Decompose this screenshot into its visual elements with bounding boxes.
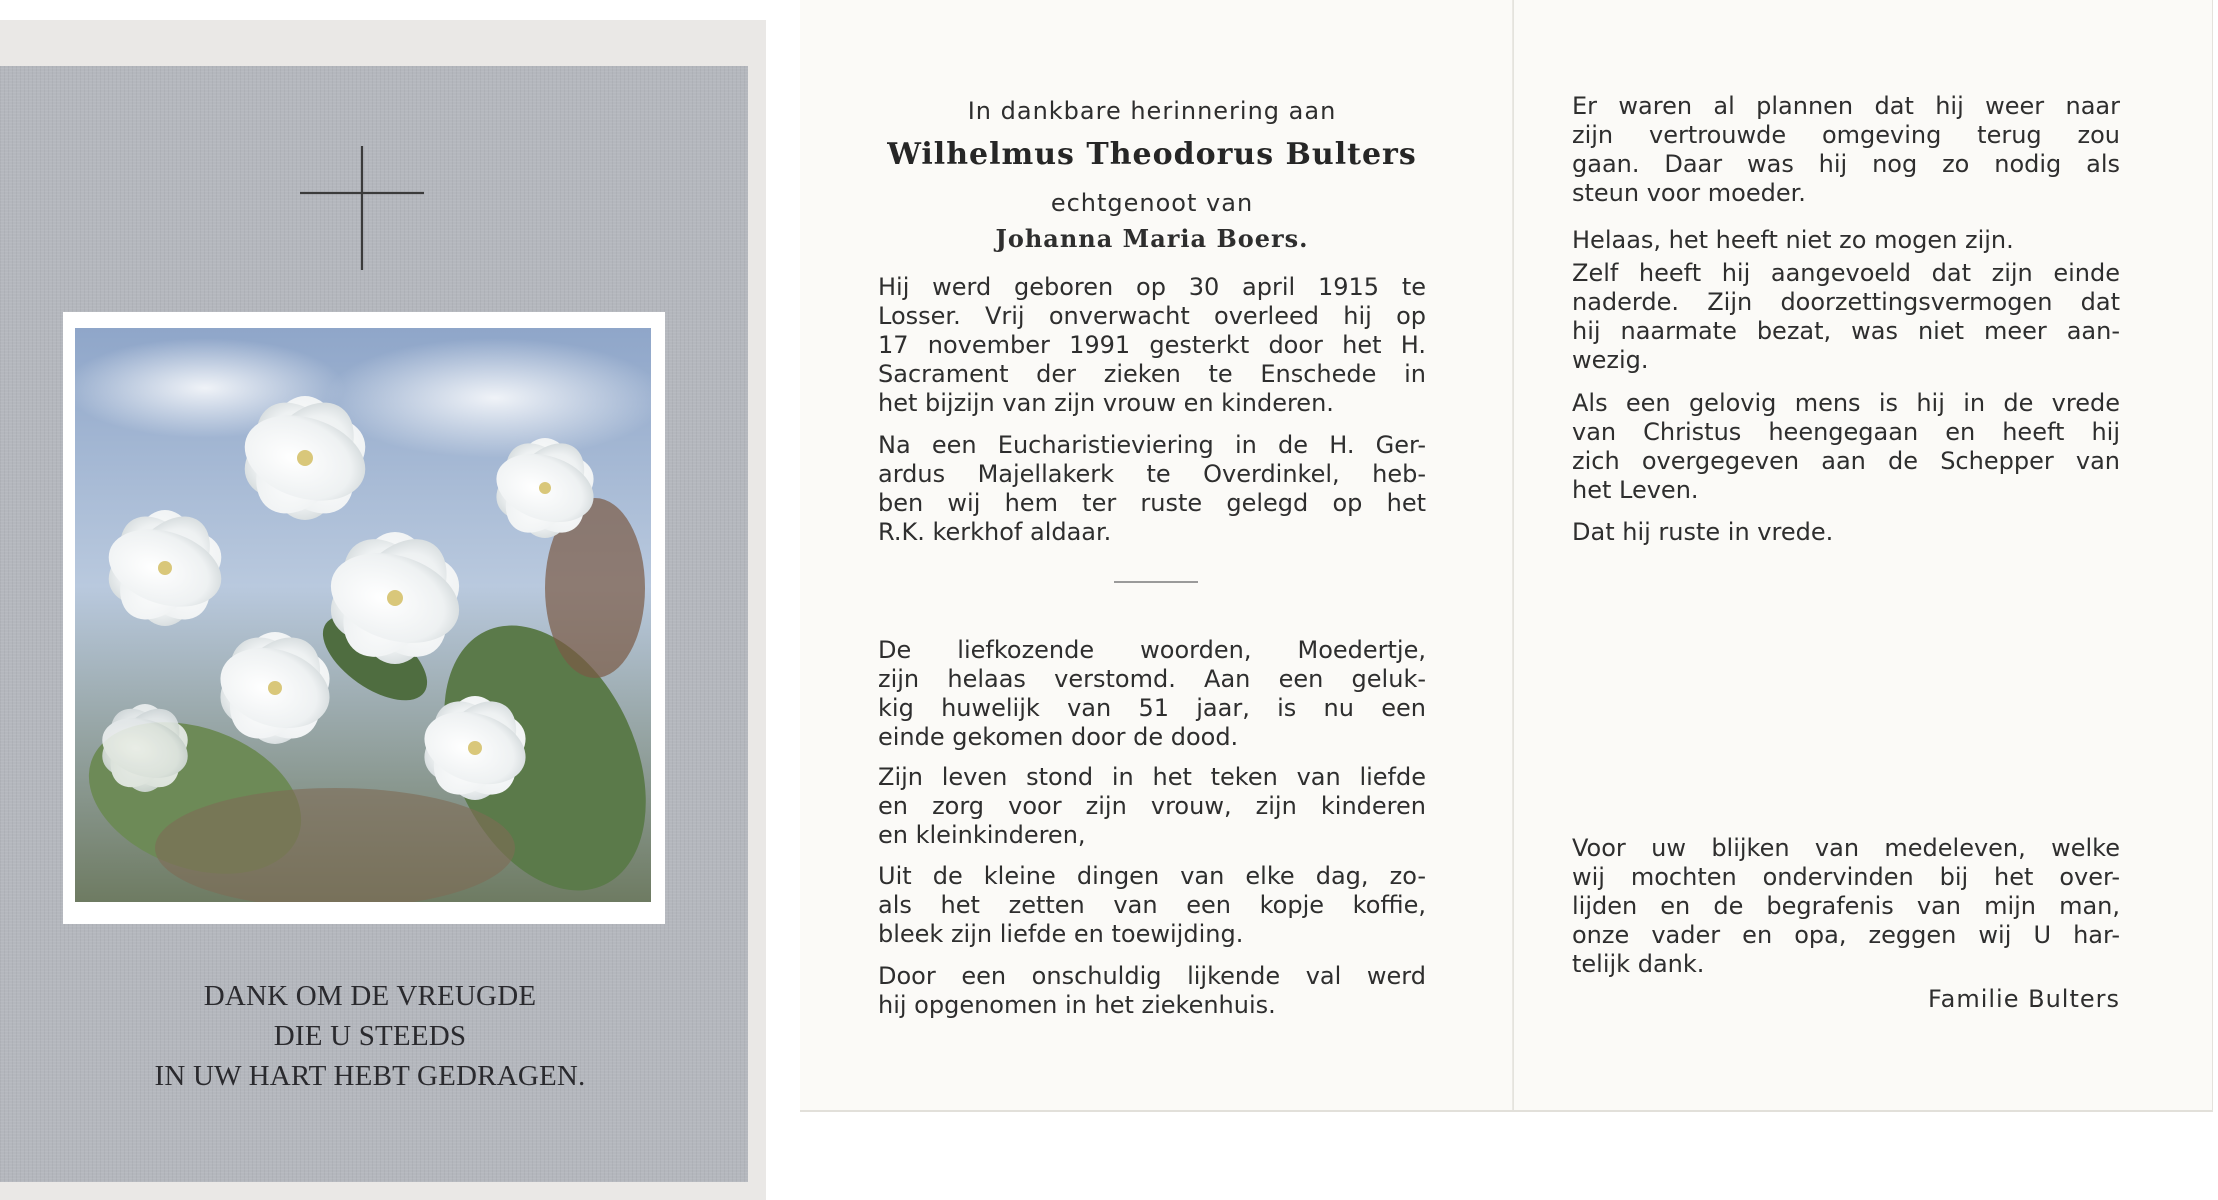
- text-line: en kleinkinderen,: [878, 821, 1086, 849]
- family-signature: Familie Bulters: [1928, 985, 2120, 1013]
- text-line: Helaas, het heeft niet zo mogen zijn.: [1572, 226, 2014, 254]
- text-line: Na een Eucharistieviering in de H. Ger-: [878, 431, 1426, 459]
- daily-things-paragraph: [878, 862, 1426, 949]
- birth-death-paragraph: [878, 273, 1426, 418]
- marriage-paragraph: [878, 636, 1426, 752]
- card-inner: [800, 0, 2213, 1112]
- rest-in-peace-paragraph: [1572, 518, 2120, 547]
- text-line: Als een gelovig mens is hij in de vrede: [1572, 389, 2120, 417]
- blossom-photo: [75, 328, 651, 902]
- text-line: Sacrament der zieken te Enschede in: [878, 360, 1426, 388]
- text-line: Zijn leven stond in het teken van liefde: [878, 763, 1426, 791]
- card-front-cover: [0, 66, 748, 1182]
- deceased-name: Wilhelmus Theodorus Bulters: [887, 137, 1417, 172]
- text-line: 17 november 1991 gesterkt door het H.: [878, 331, 1426, 359]
- text-line: als het zetten van een kopje koffie,: [878, 891, 1426, 919]
- text-line: Hij werd geboren op 30 april 1915 te: [878, 273, 1426, 301]
- spouse-label: echtgenoot van: [1050, 189, 1254, 217]
- text-line: lijden en de begrafenis van mijn man,: [1572, 892, 2120, 920]
- text-line: ardus Majellakerk te Overdinkel, heb-: [878, 460, 1426, 488]
- text-line: De liefkozende woorden, Moedertje,: [878, 636, 1426, 664]
- text-line: het bijzijn van zijn vrouw en kinderen.: [878, 389, 1334, 417]
- burial-paragraph: [878, 431, 1426, 547]
- text-line: en zorg voor zijn vrouw, zijn kinderen: [878, 792, 1426, 820]
- front-verse: [90, 976, 650, 1096]
- text-line: wezig.: [1572, 346, 1649, 374]
- life-paragraph: [878, 763, 1426, 850]
- text-line: wij mochten ondervinden bij het over-: [1572, 863, 2120, 891]
- plans-paragraph: [1572, 92, 2120, 208]
- front-verse-line: IN UW HART HEBT GEDRAGEN.: [154, 1060, 586, 1092]
- photo-frame: [63, 312, 665, 924]
- text-line: kig huwelijk van 51 jaar, is nu een: [878, 694, 1426, 722]
- text-line: Er waren al plannen dat hij weer naar: [1572, 92, 2120, 120]
- text-line: onze vader en opa, zeggen wij U har-: [1572, 921, 2120, 949]
- text-line: van Christus heengegaan en heeft hij: [1572, 418, 2120, 446]
- text-line: bleek zijn liefde en toewijding.: [878, 920, 1244, 948]
- text-line: Dat hij ruste in vrede.: [1572, 518, 1834, 546]
- text-line: zich overgegeven aan de Schepper van: [1572, 447, 2120, 475]
- text-line: zijn helaas verstomd. Aan een geluk-: [878, 665, 1426, 693]
- front-verse-line: DIE U STEEDS: [273, 1020, 467, 1052]
- text-line: naderde. Zijn doorzettingsvermogen dat: [1572, 288, 2120, 316]
- text-line: steun voor moeder.: [1572, 179, 1806, 207]
- section-divider: [1114, 581, 1198, 583]
- felt-end-paragraph: [1572, 259, 2120, 375]
- text-line: Uit de kleine dingen van elke dag, zo-: [878, 862, 1426, 890]
- text-line: hij naarmate bezat, was niet meer aan-: [1572, 317, 2120, 345]
- text-line: hij opgenomen in het ziekenhuis.: [878, 991, 1276, 1019]
- cross-icon: [300, 146, 424, 270]
- text-line: Zelf heeft hij aangevoeld dat zijn einde: [1572, 259, 2120, 287]
- text-line: het Leven.: [1572, 476, 1699, 504]
- thanks-paragraph: [1572, 834, 2120, 979]
- card-front: [0, 20, 766, 1200]
- text-line: Door een onschuldig lijkende val werd: [878, 962, 1426, 990]
- text-line: gaan. Daar was hij nog zo nodig als: [1572, 150, 2120, 178]
- faith-paragraph: [1572, 389, 2120, 505]
- alas-paragraph: [1572, 226, 2120, 255]
- intro-line: In dankbare herinnering aan: [967, 97, 1337, 125]
- text-line: Voor uw blijken van medeleven, welke: [1572, 834, 2120, 862]
- text-line: telijk dank.: [1572, 950, 1705, 978]
- text-line: Losser. Vrij onverwacht overleed hij op: [878, 302, 1426, 330]
- text-line: einde gekomen door de dood.: [878, 723, 1239, 751]
- text-line: ben wij hem ter ruste gelegd op het: [878, 489, 1426, 517]
- fold-line: [1512, 0, 1514, 1110]
- hospital-paragraph: [878, 962, 1426, 1020]
- text-line: R.K. kerkhof aldaar.: [878, 518, 1112, 546]
- front-verse-line: DANK OM DE VREUGDE: [203, 980, 537, 1012]
- text-line: zijn vertrouwde omgeving terug zou: [1572, 121, 2120, 149]
- spouse-name: Johanna Maria Boers.: [995, 224, 1309, 253]
